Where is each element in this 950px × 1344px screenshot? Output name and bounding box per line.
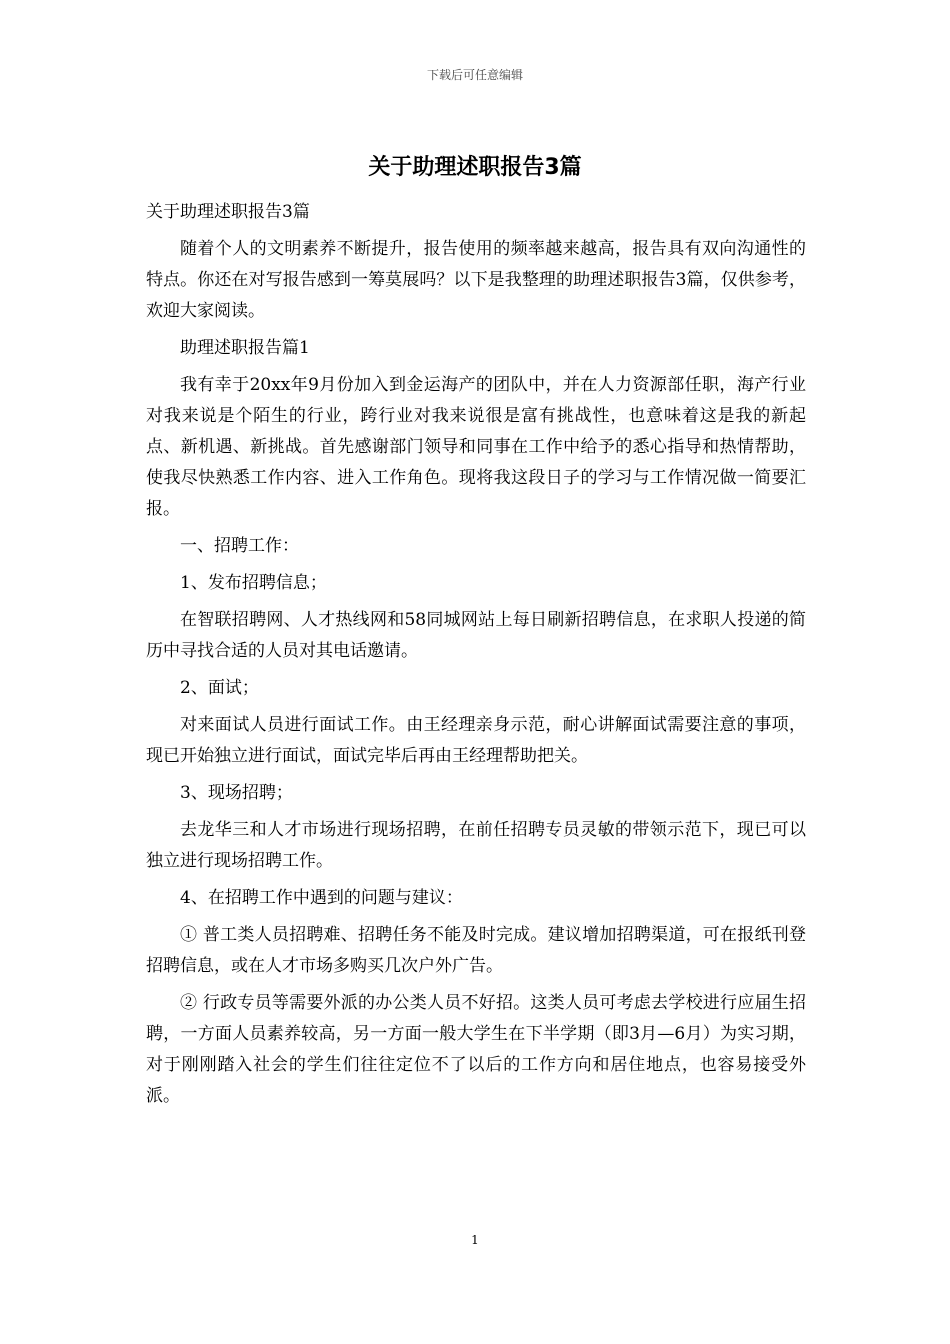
page-header: 下载后可任意编辑	[426, 68, 523, 82]
section-heading: 一、招聘工作：	[180, 536, 299, 556]
section-heading: 助理述职报告篇1	[180, 338, 310, 358]
subtitle-line: 关于助理述职报告3篇	[146, 202, 310, 222]
body-paragraph: 对来面试人员进行面试工作。由王经理亲身示范，耐心讲解面试需要注意的事项，现已开始独立进行面试，面试完毕后再由王经理帮助把关。	[146, 715, 806, 766]
list-heading: 2、面试；	[180, 678, 259, 698]
list-heading: 4、在招聘工作中遇到的问题与建议：	[180, 888, 463, 908]
list-heading: 3、现场招聘；	[180, 783, 293, 803]
list-heading: 1、发布招聘信息；	[180, 573, 327, 593]
body-paragraph: ② 行政专员等需要外派的办公类人员不好招。这类人员可考虑去学校进行应届生招聘，一方面人员素养较高，另一方面一般大学生在下半学期（即3月—6月）为实习期，对于刚刚踏入社会的学生们往往定位不了以后的工作方向和居住地点，也容易接受外派。	[146, 993, 806, 1106]
page-number: 1	[471, 1233, 479, 1247]
body-paragraph: 我有幸于20xx年9月份加入到金运海产的团队中，并在人力资源部任职，海产行业对我来说是个陌生的行业，跨行业对我来说很是富有挑战性，也意味着这是我的新起点、新机遇、新挑战。首先感谢部门领导和同事在工作中给予的悉心指导和热情帮助，使我尽快熟悉工作内容、进入工作角色。现将我这段日子的学习与工作情况做一简要汇报。	[146, 375, 806, 519]
intro-paragraph: 随着个人的文明素养不断提升，报告使用的频率越来越高，报告具有双向沟通性的特点。你还在对写报告感到一筹莫展吗？以下是我整理的助理述职报告3篇，仅供参考，欢迎大家阅读。	[146, 239, 806, 321]
body-paragraph: ① 普工类人员招聘难、招聘任务不能及时完成。建议增加招聘渠道，可在报纸刊登招聘信息，或在人才市场多购买几次户外广告。	[146, 925, 806, 976]
body-paragraph: 在智联招聘网、人才热线网和58同城网站上每日刷新招聘信息，在求职人投递的简历中寻找合适的人员对其电话邀请。	[146, 610, 806, 661]
document-title: 关于助理述职报告3篇	[368, 155, 582, 180]
body-paragraph: 去龙华三和人才市场进行现场招聘，在前任招聘专员灵敏的带领示范下，现已可以独立进行现场招聘工作。	[146, 820, 806, 871]
document-body	[146, 197, 806, 1118]
